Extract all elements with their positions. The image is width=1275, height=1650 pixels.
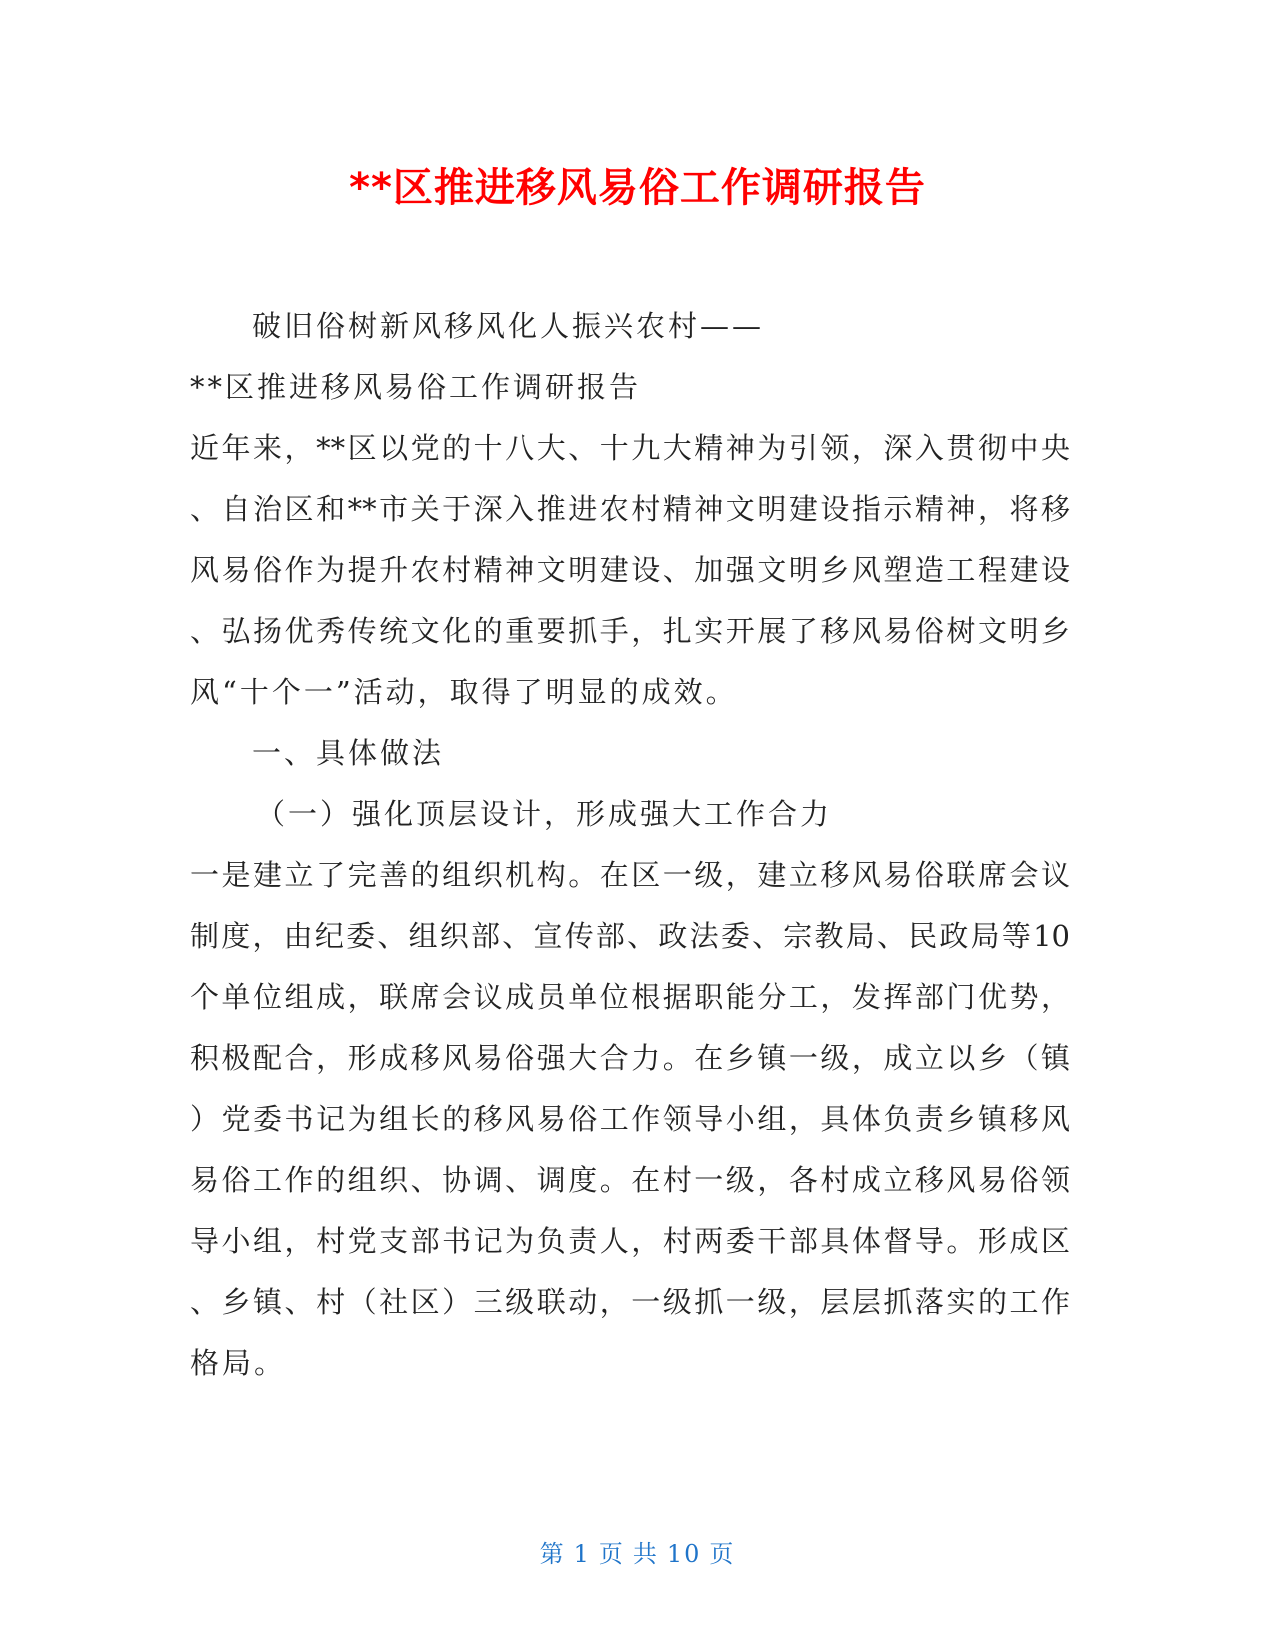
paragraph-line: 一是建立了完善的组织机构。在区一级，建立移风易俗联席会议: [190, 858, 1070, 892]
document-body: [190, 296, 1070, 1394]
paragraph-line: 风“十个一”活动，取得了明显的成效。: [190, 675, 738, 709]
paragraph-line: ）党委书记为组长的移风易俗工作领导小组，具体负责乡镇移风: [190, 1102, 1070, 1136]
paragraph-line: 导小组，村党支部书记为负责人，村两委干部具体督导。形成区: [190, 1224, 1070, 1258]
page-label: 第: [539, 1540, 566, 1568]
page-unit: 页: [598, 1540, 625, 1568]
total-unit: 页: [709, 1540, 736, 1568]
document-title: **区推进移风易俗工作调研报告: [349, 165, 926, 211]
paragraph-line: 易俗工作的组织、协调、调度。在村一级，各村成立移风易俗领: [190, 1163, 1070, 1197]
total-label: 共: [632, 1540, 659, 1568]
paragraph-line: 制度，由纪委、组织部、宣传部、政法委、宗教局、民政局等10: [190, 919, 1070, 953]
page-current: 1: [573, 1540, 591, 1568]
subsection-heading: （一）强化顶层设计，形成强大工作合力: [256, 797, 833, 831]
page-footer: [0, 1538, 1275, 1570]
subtitle-report-line: **区推进移风易俗工作调研报告: [190, 370, 642, 404]
subtitle-line: 破旧俗树新风移风化人振兴农村——: [252, 309, 765, 343]
paragraph-line: 个单位组成，联席会议成员单位根据职能分工，发挥部门优势，: [190, 980, 1070, 1014]
section-heading: 一、具体做法: [252, 736, 445, 770]
paragraph-line: 近年来，**区以党的十八大、十九大精神为引领，深入贯彻中央: [190, 431, 1070, 465]
paragraph-line: 、自治区和**市关于深入推进农村精神文明建设指示精神，将移: [190, 492, 1070, 526]
paragraph-line: 积极配合，形成移风易俗强大合力。在乡镇一级，成立以乡（镇: [190, 1041, 1070, 1075]
paragraph-line: 、弘扬优秀传统文化的重要抓手，扎实开展了移风易俗树文明乡: [190, 614, 1070, 648]
paragraph-line: 、乡镇、村（社区）三级联动，一级抓一级，层层抓落实的工作: [190, 1285, 1070, 1319]
paragraph-line: 风易俗作为提升农村精神文明建设、加强文明乡风塑造工程建设: [190, 553, 1070, 587]
page-total: 10: [666, 1540, 702, 1568]
paragraph-line: 格局。: [190, 1346, 287, 1380]
